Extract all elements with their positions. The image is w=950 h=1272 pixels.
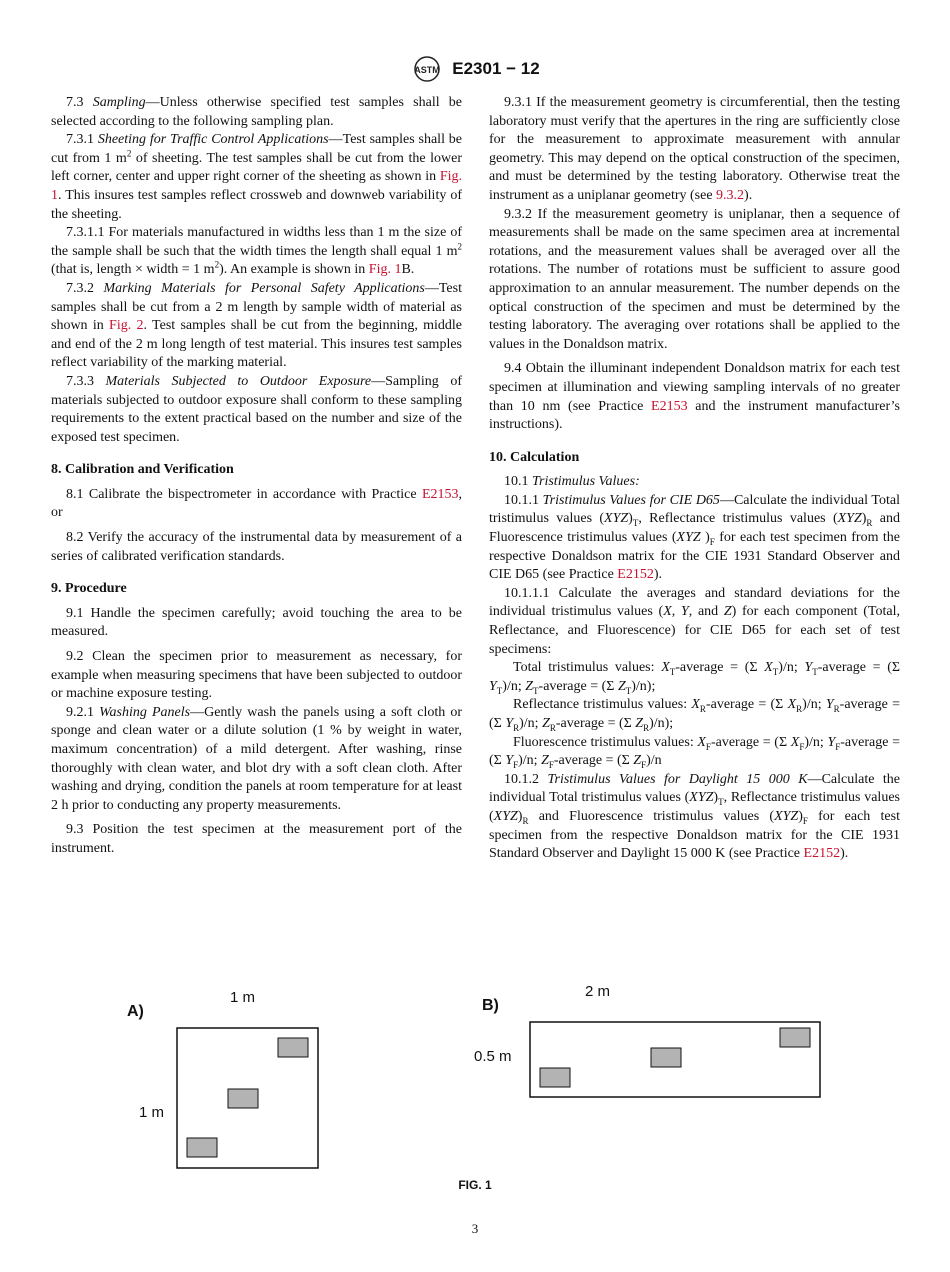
italic-text: XYZ: [676, 530, 706, 546]
page-header: [0, 55, 950, 83]
subscript: T: [772, 667, 779, 678]
text-run: ): [517, 808, 523, 824]
subscript: F: [513, 759, 519, 770]
text-run: , or: [51, 486, 462, 521]
text-run: -average = (Σ: [710, 734, 791, 750]
text-run: , Reflectance tristimulus values (: [638, 511, 838, 527]
paragraph: [51, 648, 462, 704]
panel-a-height-label: 1 m: [139, 1104, 165, 1121]
text-run: ,: [671, 604, 681, 620]
superscript: 2: [457, 241, 462, 252]
italic-text: Y: [827, 734, 836, 750]
text-run: —Test samples shall be cut from 1 m: [51, 132, 462, 166]
paragraph: [51, 131, 462, 224]
text-run: and the instrument manufacturer’s instructions).: [489, 398, 900, 433]
subscript: F: [802, 815, 808, 826]
italic-text: X: [663, 604, 672, 620]
text-run: 7.3.1: [66, 132, 98, 148]
italic-text: X: [691, 697, 700, 713]
subscript: R: [522, 815, 529, 826]
text-run: for each test specimen from the respective Donaldson matrix for the CIE 1931 Standard Observer and CIE D65 (see Practice: [489, 530, 901, 583]
panel-b-sheet: [530, 1022, 820, 1097]
text-run: 7.3.2: [66, 280, 104, 296]
subscript: F: [705, 741, 711, 752]
text-run: —Unless otherwise specified test samples shall be selected according to the following sampling plan.: [51, 95, 463, 129]
paragraph: [489, 360, 900, 434]
superscript: 2: [126, 148, 132, 159]
paragraph: [51, 373, 462, 447]
section-heading: [51, 580, 462, 599]
paragraph: [489, 492, 900, 585]
text-run: 7.3: [66, 95, 93, 110]
text-run: . Test samples shall be cut from the beginning, middle and end of the 2 m long length of test material. This insures test samples reflect variability of the marking material.: [51, 318, 462, 371]
cross-reference-link[interactable]: E2152: [617, 567, 654, 583]
text-run: -average = (Σ: [489, 697, 900, 731]
subscript: F: [835, 741, 841, 752]
paragraph: [51, 704, 462, 816]
italic-text: X: [790, 734, 800, 750]
panel-b-height-label: 0.5 m: [474, 1048, 512, 1065]
panel-a-width-label: 1 m: [230, 989, 256, 1006]
astm-logo-icon: [410, 55, 444, 83]
right-column: [489, 94, 900, 864]
italic-text: Z: [541, 753, 549, 769]
italic-text: XYZ: [774, 808, 799, 824]
text-run: 9.2.1: [66, 704, 100, 720]
text-run: B.: [401, 262, 415, 278]
italic-text: Y: [505, 716, 514, 731]
text-run: ): [713, 790, 719, 806]
text-run: ).: [840, 846, 849, 862]
italic-text: Sheeting for Traffic Control Applications: [97, 132, 329, 148]
paragraph: [489, 696, 900, 733]
paragraph: [51, 224, 462, 280]
subscript: T: [625, 685, 632, 696]
text-run: 9.2 Clean the specimen prior to measurement as necessary, for example when measuring specimens that have been subjected to outdoor or machine exposure testing.: [51, 649, 462, 702]
text-run: Total tristimulus values:: [513, 660, 662, 676]
standard-designation: E2301 − 12: [452, 59, 540, 78]
italic-text: Y: [505, 753, 514, 769]
subscript: R: [643, 722, 650, 733]
paragraph: [489, 771, 900, 864]
text-run: 10.1.1.1 Calculate the averages and standard deviations for the individual tristimulus values (: [489, 585, 900, 620]
italic-text: Z: [723, 604, 732, 620]
text-run: (that is, length × width = 1 m: [51, 262, 215, 278]
subscript: T: [496, 685, 503, 696]
paragraph: [51, 486, 462, 523]
text-run: Reflectance tristimulus values:: [513, 697, 692, 713]
cross-reference-link[interactable]: Fig. 1: [51, 169, 462, 203]
text-run: 9. Procedure: [51, 581, 127, 597]
text-run: ) for each component (Total, Reflectance, and Fluorescence) for CIE D65 for each set of test specimens:: [489, 604, 900, 657]
text-run: 7.3.1.1 For materials manufactured in widths less than 1 m the size of the sample shall be such that the width times the length shall equal 1 m: [51, 225, 462, 259]
text-run: —Calculate the individual Total tristimulus values (: [489, 492, 900, 527]
text-run: 8.2 Verify the accuracy of the instrumental data by measurement of a series of calibrated verification standards.: [51, 530, 462, 564]
subscript: R: [796, 704, 803, 715]
text-run: . This insures test samples reflect crossweb and downweb variability of the sheeting.: [51, 187, 462, 222]
panel-a-sheet: [177, 1028, 318, 1168]
paragraph: [489, 659, 900, 696]
sample-rect: [228, 1089, 258, 1108]
text-run: -average = (Σ: [705, 697, 788, 713]
text-run: )/n;: [802, 697, 826, 713]
text-run: ).: [744, 187, 753, 203]
subscript: F: [548, 759, 554, 770]
paragraph: [489, 206, 900, 355]
text-run: for each test specimen from the respective Donaldson matrix for the CIE 1931 Standard Observer and Daylight 15 000 K (see Practice: [489, 808, 900, 862]
paragraph: [51, 529, 462, 566]
paragraph: [489, 585, 900, 659]
paragraph: [489, 734, 900, 771]
italic-text: X: [697, 734, 706, 750]
subscript: F: [641, 759, 647, 770]
text-run: ): [798, 808, 803, 824]
left-column: [51, 94, 462, 859]
text-run: Fluorescence tristimulus values:: [513, 734, 698, 750]
text-run: )/n: [646, 753, 662, 769]
panel-b-width-label: 2 m: [585, 983, 611, 1000]
text-run: , Reflectance tristimulus values (: [489, 790, 900, 824]
text-run: ). An example is shown in: [219, 262, 369, 278]
superscript: 2: [214, 259, 220, 270]
sample-rect: [651, 1048, 681, 1067]
italic-text: Tristimulus Values for CIE D65: [542, 492, 720, 508]
text-run: -average = (Σ: [555, 716, 636, 731]
figure-caption: FIG. 1: [458, 1178, 492, 1192]
subscript: R: [699, 704, 706, 715]
subscript: T: [669, 667, 676, 678]
text-run: -average = (Σ: [538, 678, 618, 694]
text-run: )/n);: [649, 716, 674, 731]
text-run: )/n;: [502, 678, 526, 694]
text-run: and Fluorescence tristimulus values (: [489, 511, 901, 546]
text-run: 9.3.2 If the measurement geometry is uniplanar, then a sequence of measurements shall be made on the same specimen area at incremental rotations, and the measurement values shall be averaged over all the rotations. The number of rotations must be sufficient to assure good approximation to an annular measurement. The number depends on the optical construction of the specimen and must be determined by the testing laboratory. The averaging over rotations shall be applied to the values in the Donaldson matrix.: [489, 206, 900, 352]
italic-text: XYZ: [689, 790, 714, 806]
subscript: F: [709, 536, 715, 547]
section-heading: [51, 461, 462, 480]
paragraph: [489, 94, 900, 206]
text-run: )/n;: [778, 660, 805, 676]
text-run: —Sampling of materials subjected to outdoor exposure shall conform to these sampling requirements to the extent practical based on the number and size of the exposed test specimen.: [51, 373, 462, 445]
text-run: 10.1: [504, 474, 532, 490]
cross-reference-link[interactable]: Fig. 1: [368, 262, 402, 278]
text-run: 8.1 Calibrate the bispectrometer in accordance with Practice: [66, 486, 422, 502]
italic-text: Tristimulus Values for Daylight 15 000 K: [547, 771, 808, 787]
text-run: , and: [688, 604, 724, 620]
text-run: )/n;: [519, 716, 543, 731]
text-run: of sheeting. The test samples shall be cut from the lower left corner, center and upper right corner of the sheeting as shown in: [51, 150, 462, 185]
italic-text: X: [661, 660, 670, 676]
cross-reference-link[interactable]: E2153: [421, 486, 459, 502]
text-run: and Fluorescence tristimulus values (: [528, 808, 775, 824]
italic-text: Z: [525, 678, 534, 694]
subscript: T: [812, 667, 818, 678]
italic-text: Y: [680, 604, 689, 620]
text-run: -average = (Σ: [675, 660, 765, 676]
italic-text: Marking Materials for Personal Safety Applications: [103, 280, 425, 296]
italic-text: Z: [617, 678, 626, 694]
italic-text: Z: [635, 716, 644, 731]
italic-text: X: [764, 660, 773, 676]
subscript: R: [549, 722, 556, 733]
cross-reference-link[interactable]: 9.3.2: [716, 187, 745, 203]
italic-text: XYZ: [493, 808, 518, 824]
sample-rect: [278, 1038, 308, 1057]
subscript: R: [513, 722, 520, 733]
italic-text: Y: [489, 678, 497, 694]
sample-rect: [540, 1068, 570, 1087]
italic-text: XYZ: [604, 511, 629, 527]
paragraph: [51, 94, 462, 131]
cross-reference-link[interactable]: E2153: [651, 398, 688, 414]
text-run: —Gently wash the panels using a soft cloth or sponge and clean water or a dilute solution (1 % by weight in water, maximum concentration) of a mild detergent. After washing, rinse thoroughly with clean water, and blot dry with a soft clean cloth. After washing and drying, condition the panels at room temperature for at least 2 h prior to conducting any property measurements.: [51, 704, 463, 813]
cross-reference-link[interactable]: E2152: [803, 846, 841, 862]
text-run: 9.1 Handle the specimen carefully; avoid touching the area to be measured.: [51, 605, 462, 640]
text-run: 10.1.2: [504, 771, 548, 787]
text-run: 9.3 Position the test specimen at the measurement port of the instrument.: [51, 822, 462, 856]
italic-text: Materials Subjected to Outdoor Exposure: [105, 373, 372, 389]
svg-text:ASTM: ASTM: [414, 65, 441, 75]
text-run: 9.4 Obtain the illuminant independent Donaldson matrix for each test specimen at illumination and viewing sampling intervals of no greater than 10 nm (see Practice: [489, 361, 900, 414]
italic-text: Sampling: [92, 95, 146, 110]
subscript: T: [533, 685, 539, 696]
italic-text: Washing Panels: [99, 704, 191, 720]
section-heading: [489, 449, 900, 468]
text-run: 9.3.1 If the measurement geometry is circumferential, then the testing laboratory must verify that the apertures in the ring are sufficiently close for the measurement to approximate measurement with annular geometry. This may depend on the optical construction of the specimen, and must be determined by the testing laboratory. Otherwise treat the instrument as a uniplanar geometry (see: [489, 95, 900, 203]
sample-rect: [780, 1028, 810, 1047]
text-run: 7.3.3: [66, 373, 106, 389]
paragraph: [51, 605, 462, 642]
text-run: 10. Calculation: [489, 449, 580, 465]
text-run: -average = (Σ: [553, 753, 634, 769]
paragraph: [51, 280, 462, 373]
cross-reference-link[interactable]: Fig. 2: [109, 318, 144, 334]
text-run: ).: [653, 567, 663, 583]
text-run: 10.1.1: [504, 492, 543, 508]
paragraph: [51, 821, 462, 858]
text-run: ): [861, 511, 867, 527]
text-run: -average = (Σ: [817, 660, 901, 676]
text-run: 8. Calibration and Verification: [51, 462, 234, 478]
text-run: )/n;: [518, 753, 542, 769]
italic-text: Z: [542, 716, 550, 731]
text-run: —Test samples shall be cut from a 2 m length by sample width of material as shown in: [51, 280, 462, 334]
subscript: R: [866, 518, 873, 529]
page-number: 3: [471, 1221, 479, 1236]
italic-text: Y: [825, 697, 834, 713]
subscript: R: [833, 704, 840, 715]
subscript: F: [799, 741, 805, 752]
italic-text: XYZ: [837, 511, 862, 527]
italic-text: Tristimulus Values:: [532, 474, 640, 490]
text-run: ): [628, 511, 633, 527]
text-run: )/n);: [631, 678, 656, 694]
subscript: T: [632, 518, 639, 529]
italic-text: Z: [633, 753, 642, 769]
text-run: ): [705, 530, 710, 546]
panel-b-label: B): [482, 997, 499, 1014]
italic-text: X: [787, 697, 797, 713]
subscript: T: [718, 797, 724, 808]
text-run: )/n;: [804, 734, 828, 750]
text-run: —Calculate the individual Total tristimulus values (: [489, 771, 901, 806]
italic-text: Y: [804, 660, 813, 676]
sample-rect: [187, 1138, 217, 1157]
text-run: -average = (Σ: [489, 734, 900, 769]
paragraph: [489, 473, 900, 492]
panel-a-label: A): [127, 1003, 144, 1020]
